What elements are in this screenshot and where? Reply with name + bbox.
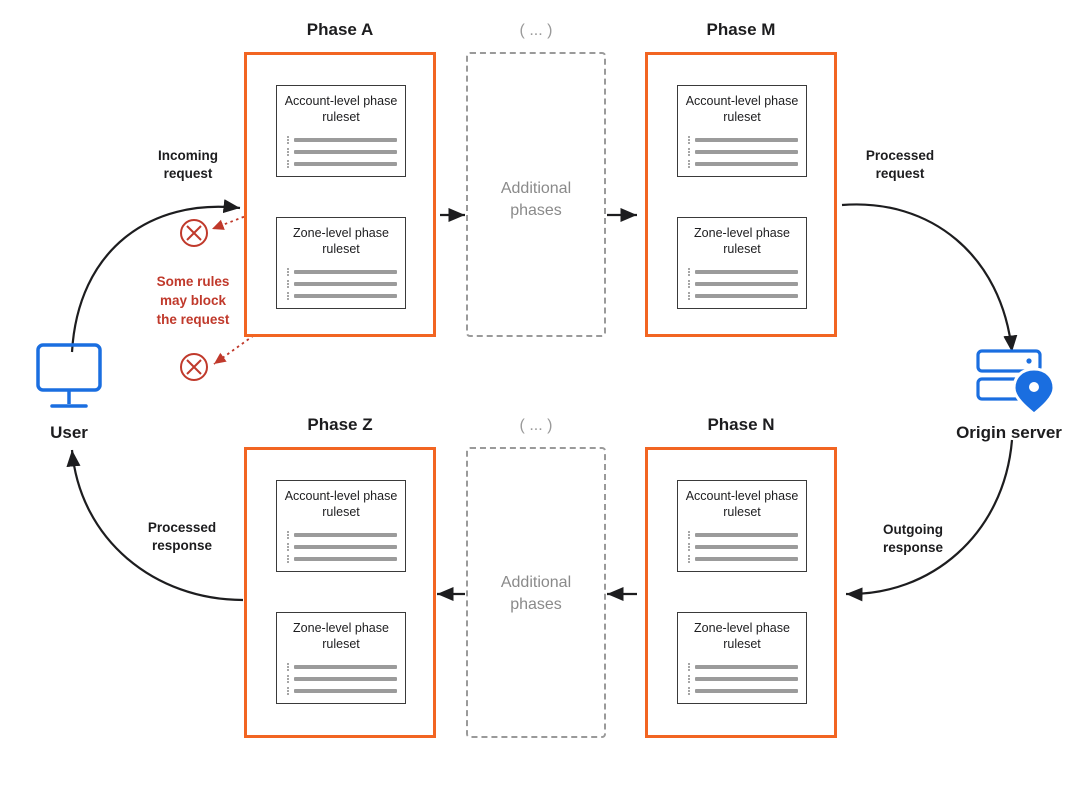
phase-m-zone-ruleset-label: Zone-level phase ruleset [694,226,790,256]
phase-z-account-ruleset-label: Account-level phase ruleset [284,489,398,519]
rule-dots-icon [285,159,290,168]
rule-list [285,530,397,563]
rule-bar [695,270,798,274]
rule-bar [294,138,397,142]
phase-z-zone-ruleset [276,612,406,704]
rule-row [285,147,397,156]
phase-n-account-ruleset-label: Account-level phase ruleset [685,489,799,519]
placeholder-bottom-dots: ( ... ) [519,417,553,434]
rule-bar [294,557,397,561]
rule-row [285,674,397,683]
monitor-icon [38,345,100,406]
rule-bar [695,294,798,298]
phase-z-account-ruleset [276,480,406,572]
rule-list [285,662,397,695]
phase-z-title: Phase Z [307,415,373,434]
placeholder-bottom-label-line2: phases [510,596,562,613]
rule-row [686,686,798,695]
phase-m-zone-ruleset [677,217,807,309]
origin-server-label: Origin server [956,423,1062,442]
rule-dots-icon [285,554,290,563]
rule-bar [695,150,798,154]
phase-a-box [244,52,436,337]
rule-row [686,135,798,144]
incoming-request-label-line2: request [163,166,213,181]
rule-list [686,662,798,695]
rule-row [285,291,397,300]
processed-response-label-line1: Processed [147,520,217,535]
rule-row [285,530,397,539]
rule-dots-icon [285,674,290,683]
rule-row [686,674,798,683]
rule-dots-icon [686,135,691,144]
rule-dots-icon [285,147,290,156]
rule-row [686,542,798,551]
rule-row [686,159,798,168]
rule-bar [695,689,798,693]
rule-row [686,530,798,539]
rule-dots-icon [686,530,691,539]
phase-z-box [244,447,436,738]
phase-n-account-ruleset [677,480,807,572]
rule-dots-icon [686,291,691,300]
rule-row [285,159,397,168]
arrow-processed-request [842,204,1012,352]
rule-bar [294,150,397,154]
phase-z-zone-ruleset-label: Zone-level phase ruleset [293,621,389,651]
phase-m-title: Phase M [706,20,776,39]
phase-a-account-ruleset-label: Account-level phase ruleset [284,94,398,124]
rule-dots-icon [285,686,290,695]
rule-dots-icon [285,542,290,551]
outgoing-response-label-line1: Outgoing [883,522,943,537]
rule-bar [294,677,397,681]
phase-a-account-ruleset [276,85,406,177]
phase-a-zone-ruleset [276,217,406,309]
user-label: User [50,423,88,442]
rule-bar [695,282,798,286]
rule-list [686,135,798,168]
processed-request-label-line2: request [875,166,925,181]
phase-n-zone-ruleset [677,612,807,704]
rule-row [285,662,397,671]
rule-dots-icon [686,662,691,671]
phase-m-account-ruleset-label: Account-level phase ruleset [685,94,799,124]
rule-dots-icon [686,542,691,551]
processed-response-label-line2: response [151,538,213,553]
rule-row [285,135,397,144]
arrow-outgoing-response [846,440,1012,594]
block-note-line3: the request [156,312,230,327]
rule-dots-icon [285,267,290,276]
blocked-circle-x-icon-top [181,220,207,246]
rule-bar [695,665,798,669]
phase-m-box [645,52,837,337]
blocked-circle-x-icon-bottom [181,354,207,380]
rule-bar [294,282,397,286]
rule-bar [294,270,397,274]
block-note-line2: may block [159,293,227,308]
rule-dots-icon [285,662,290,671]
rule-dots-icon [686,279,691,288]
placeholder-top-label-line2: phases [510,202,562,219]
incoming-request-label-line1: Incoming [158,148,218,163]
rule-dots-icon [686,674,691,683]
rule-row [285,554,397,563]
rule-dots-icon [285,291,290,300]
rule-list [686,530,798,563]
rule-dots-icon [686,159,691,168]
rule-row [285,267,397,276]
rule-row [285,542,397,551]
rule-bar [294,665,397,669]
rule-row [686,267,798,276]
placeholder-top-dots: ( ... ) [519,22,553,39]
rule-dots-icon [686,267,691,276]
phase-m-account-ruleset [677,85,807,177]
rule-list [686,267,798,300]
phase-n-zone-ruleset-label: Zone-level phase ruleset [694,621,790,651]
phase-n-box [645,447,837,738]
rule-bar [294,689,397,693]
rule-bar [294,545,397,549]
rule-row [285,279,397,288]
rule-bar [695,138,798,142]
phase-a-zone-ruleset-label: Zone-level phase ruleset [293,226,389,256]
rule-dots-icon [686,686,691,695]
rule-row [686,662,798,671]
rule-list [285,135,397,168]
placeholder-top-label-line1: Additional [500,180,572,197]
processed-request-label-line1: Processed [865,148,935,163]
phase-n-title: Phase N [707,415,775,434]
rule-bar [695,533,798,537]
rule-dots-icon [285,530,290,539]
outgoing-response-label-line2: response [882,540,944,555]
rule-bar [695,545,798,549]
rule-row [686,147,798,156]
rule-dots-icon [686,147,691,156]
rule-dots-icon [285,279,290,288]
rule-bar [294,162,397,166]
rule-bar [294,294,397,298]
rule-row [686,554,798,563]
block-note-line1: Some rules [156,274,230,289]
rule-bar [294,533,397,537]
rule-row [686,279,798,288]
rule-list [285,267,397,300]
rule-row [686,291,798,300]
phase-a-title: Phase A [306,20,374,39]
rule-bar [695,677,798,681]
rule-bar [695,162,798,166]
rule-row [285,686,397,695]
placeholder-bottom-label-line1: Additional [500,574,572,591]
rule-dots-icon [686,554,691,563]
rule-bar [695,557,798,561]
rule-dots-icon [285,135,290,144]
server-location-icon [978,351,1054,414]
